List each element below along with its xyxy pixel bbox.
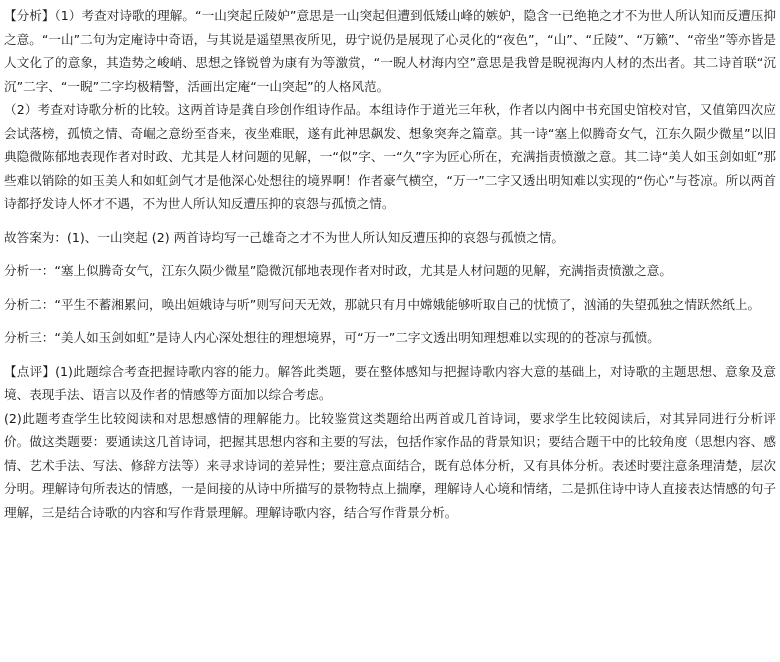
analysis-two: 分析二：“平生不蓄湘累问，唤出姮娥诗与听”则写问天无效，那就只有月中嫦娥能够听取自己的忧愤了，汹涌的失望孤独之情跃然纸上。 [4,296,761,312]
spacer [4,216,776,226]
analysis-part-2: （2）考查对诗歌分析的比较。这两首诗是龚自珍创作组诗作品。本组诗作于道光三年秋，作者以内阁中书充国史馆校对官，又值第四次应会试落榜，孤愤之情、奇崛之意纷至沓来，夜坐难眠，遂有此神思飙发、想象突奔之篇章。其一诗“塞上似腾奇女气，江东久陨少微星”以旧典隐微陈郁地表现作者对时政、尤其是人材问题的见解，一“似”字、一“久”字为匠心所在，充满指责愤激之意。其二诗“美人如玉剑如虹”那些难以销除的如玉美人和如虹剑气才是他深心处想往的境界啊！作者豪气横空，“万一”二字又透出明知难以实现的“伤心”与苍凉。所以两首诗都抒发诗人怀才不遇，不为世人所认知反遭压抑的哀怨与孤愤之情。 [4,102,776,211]
analysis-one: 分析一：“塞上似腾奇女气，江东久陨少微星”隐微沉郁地表现作者对时政，尤其是人材问题的见解，充满指责愤激之意。 [4,263,672,278]
analysis-three: 分析三：“美人如玉剑如虹”是诗人内心深处想往的理想境界，可“万一”二字文透出明知理想难以实现的的苍凉与孤愤。 [4,330,660,345]
spacer [4,316,776,326]
spacer [4,283,776,293]
comment-part-1: 【点评】(1)此题综合考查把握诗歌内容的能力。解答此类题，要在整体感知与把握诗歌内容大意的基础上，对诗歌的主题思想、意象及意境、表现手法、语言以及作者的情感等方面加以综合考虑。 [4,363,776,402]
answer-line: 故答案为：(1)、一山突起 (2) 两首诗均写一己雄奇之才不为世人所认知反遭压抑的哀怨与孤愤之情。 [4,229,565,245]
comment-part-2: (2)此题考查学生比较阅读和对思想感情的理解能力。比较鉴赏这类题给出两首或几首诗词，要求学生比较阅读后，对其异同进行分析评价。做这类题要：要通读这几首诗词，把握其思想内容和主要的写法，包括作家作品的背景知识；要结合题干中的比较角度（思想内容、感情、艺术手法、写法、修辞方法等）来寻求诗词的差异性；要注意点面结合，既有总体分析，又有具体分析。表述时要注意条理清楚，层次分明。理解诗句所表达的情感，一是间接的从诗中所描写的景物特点上揣摩，理解诗人心境和情绪，二是抓住诗中诗人直接表达情感的句子理解，三是结合诗歌的内容和写作背景理解。理解诗歌内容，结合写作背景分析。 [4,410,776,520]
spacer [4,249,776,259]
spacer [4,350,776,360]
analysis-part-1: 【分析】（1）考查对诗歌的理解。“一山突起丘陵妒”意思是一山突起但遭到低矮山峰的嫉妒，隐含一已绝艳之才不为世人所认知而反遭压抑之意。“一山”二句为定庵诗中奇语，与其说是遥望黑夜所见，毋宁说仍是展现了心灵化的“夜色”，“山”、“丘陵”、“万籁”、“帝坐”等亦皆是人文化了的意象，其造势之峻峭、思想之锋锐曾为康有为等激赏，“一睨人材海内空”意思是我曾是睨视海内人材的杰出者。其二诗首联“沉沉”二字、“一睨”二字均极精警，活画出定庵“一山突起”的人格风范。 [4,8,776,94]
